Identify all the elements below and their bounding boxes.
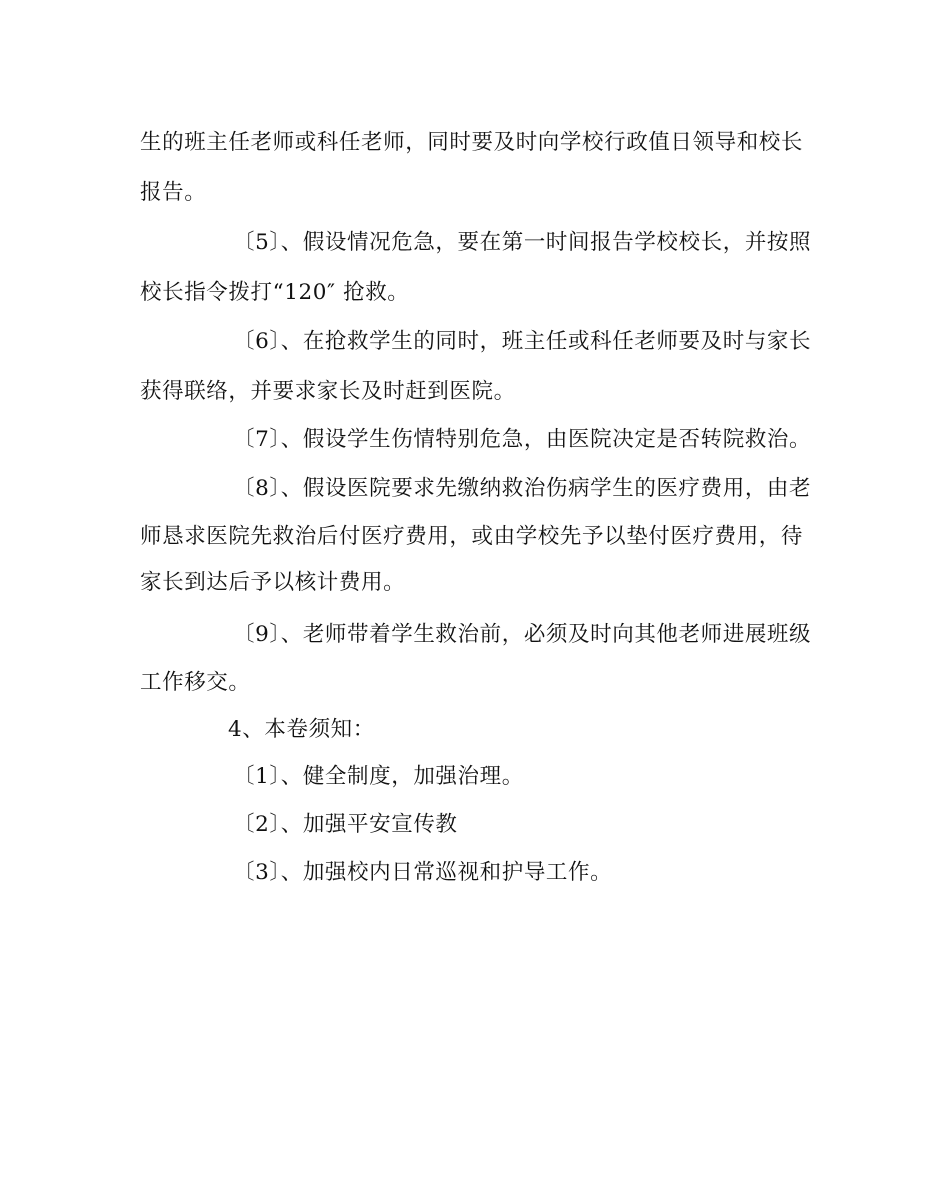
text-line: 〔3〕、加强校内日常巡视和护导工作。 <box>233 860 613 885</box>
text-line: 〔5〕、假设情况危急，要在第一时间报告学校校长，并按照 <box>233 230 812 255</box>
text-line: 〔2〕、加强平安宣传教 <box>233 812 458 837</box>
text-line: 家长到达后予以核计费用。 <box>140 570 406 595</box>
text-line: 〔7〕、假设学生伤情特别危急，由医院决定是否转院救治。 <box>233 427 812 452</box>
text-line: 师恳求医院先救治后付医疗费用，或由学校先予以垫付医疗费用，待 <box>140 524 804 549</box>
text-line: 〔9〕、老师带着学生救治前，必须及时向其他老师进展班级 <box>233 622 812 647</box>
section-heading: 4、本卷须知： <box>228 717 375 742</box>
text-line: 生的班主任老师或科任老师，同时要及时向学校行政值日领导和校长 <box>140 130 804 155</box>
text-line: 〔6〕、在抢救学生的同时，班主任或科任老师要及时与家长 <box>233 329 812 354</box>
text-line: 报告。 <box>140 180 207 205</box>
text-line: 校长指令拨打“120″ 抢救。 <box>140 280 410 305</box>
text-line: 〔1〕、健全制度，加强治理。 <box>233 764 524 789</box>
text-line: 〔8〕、假设医院要求先缴纳救治伤病学生的医疗费用，由老 <box>233 476 812 501</box>
text-line: 获得联络，并要求家长及时赶到医院。 <box>140 379 516 404</box>
text-line: 工作移交。 <box>140 670 251 695</box>
